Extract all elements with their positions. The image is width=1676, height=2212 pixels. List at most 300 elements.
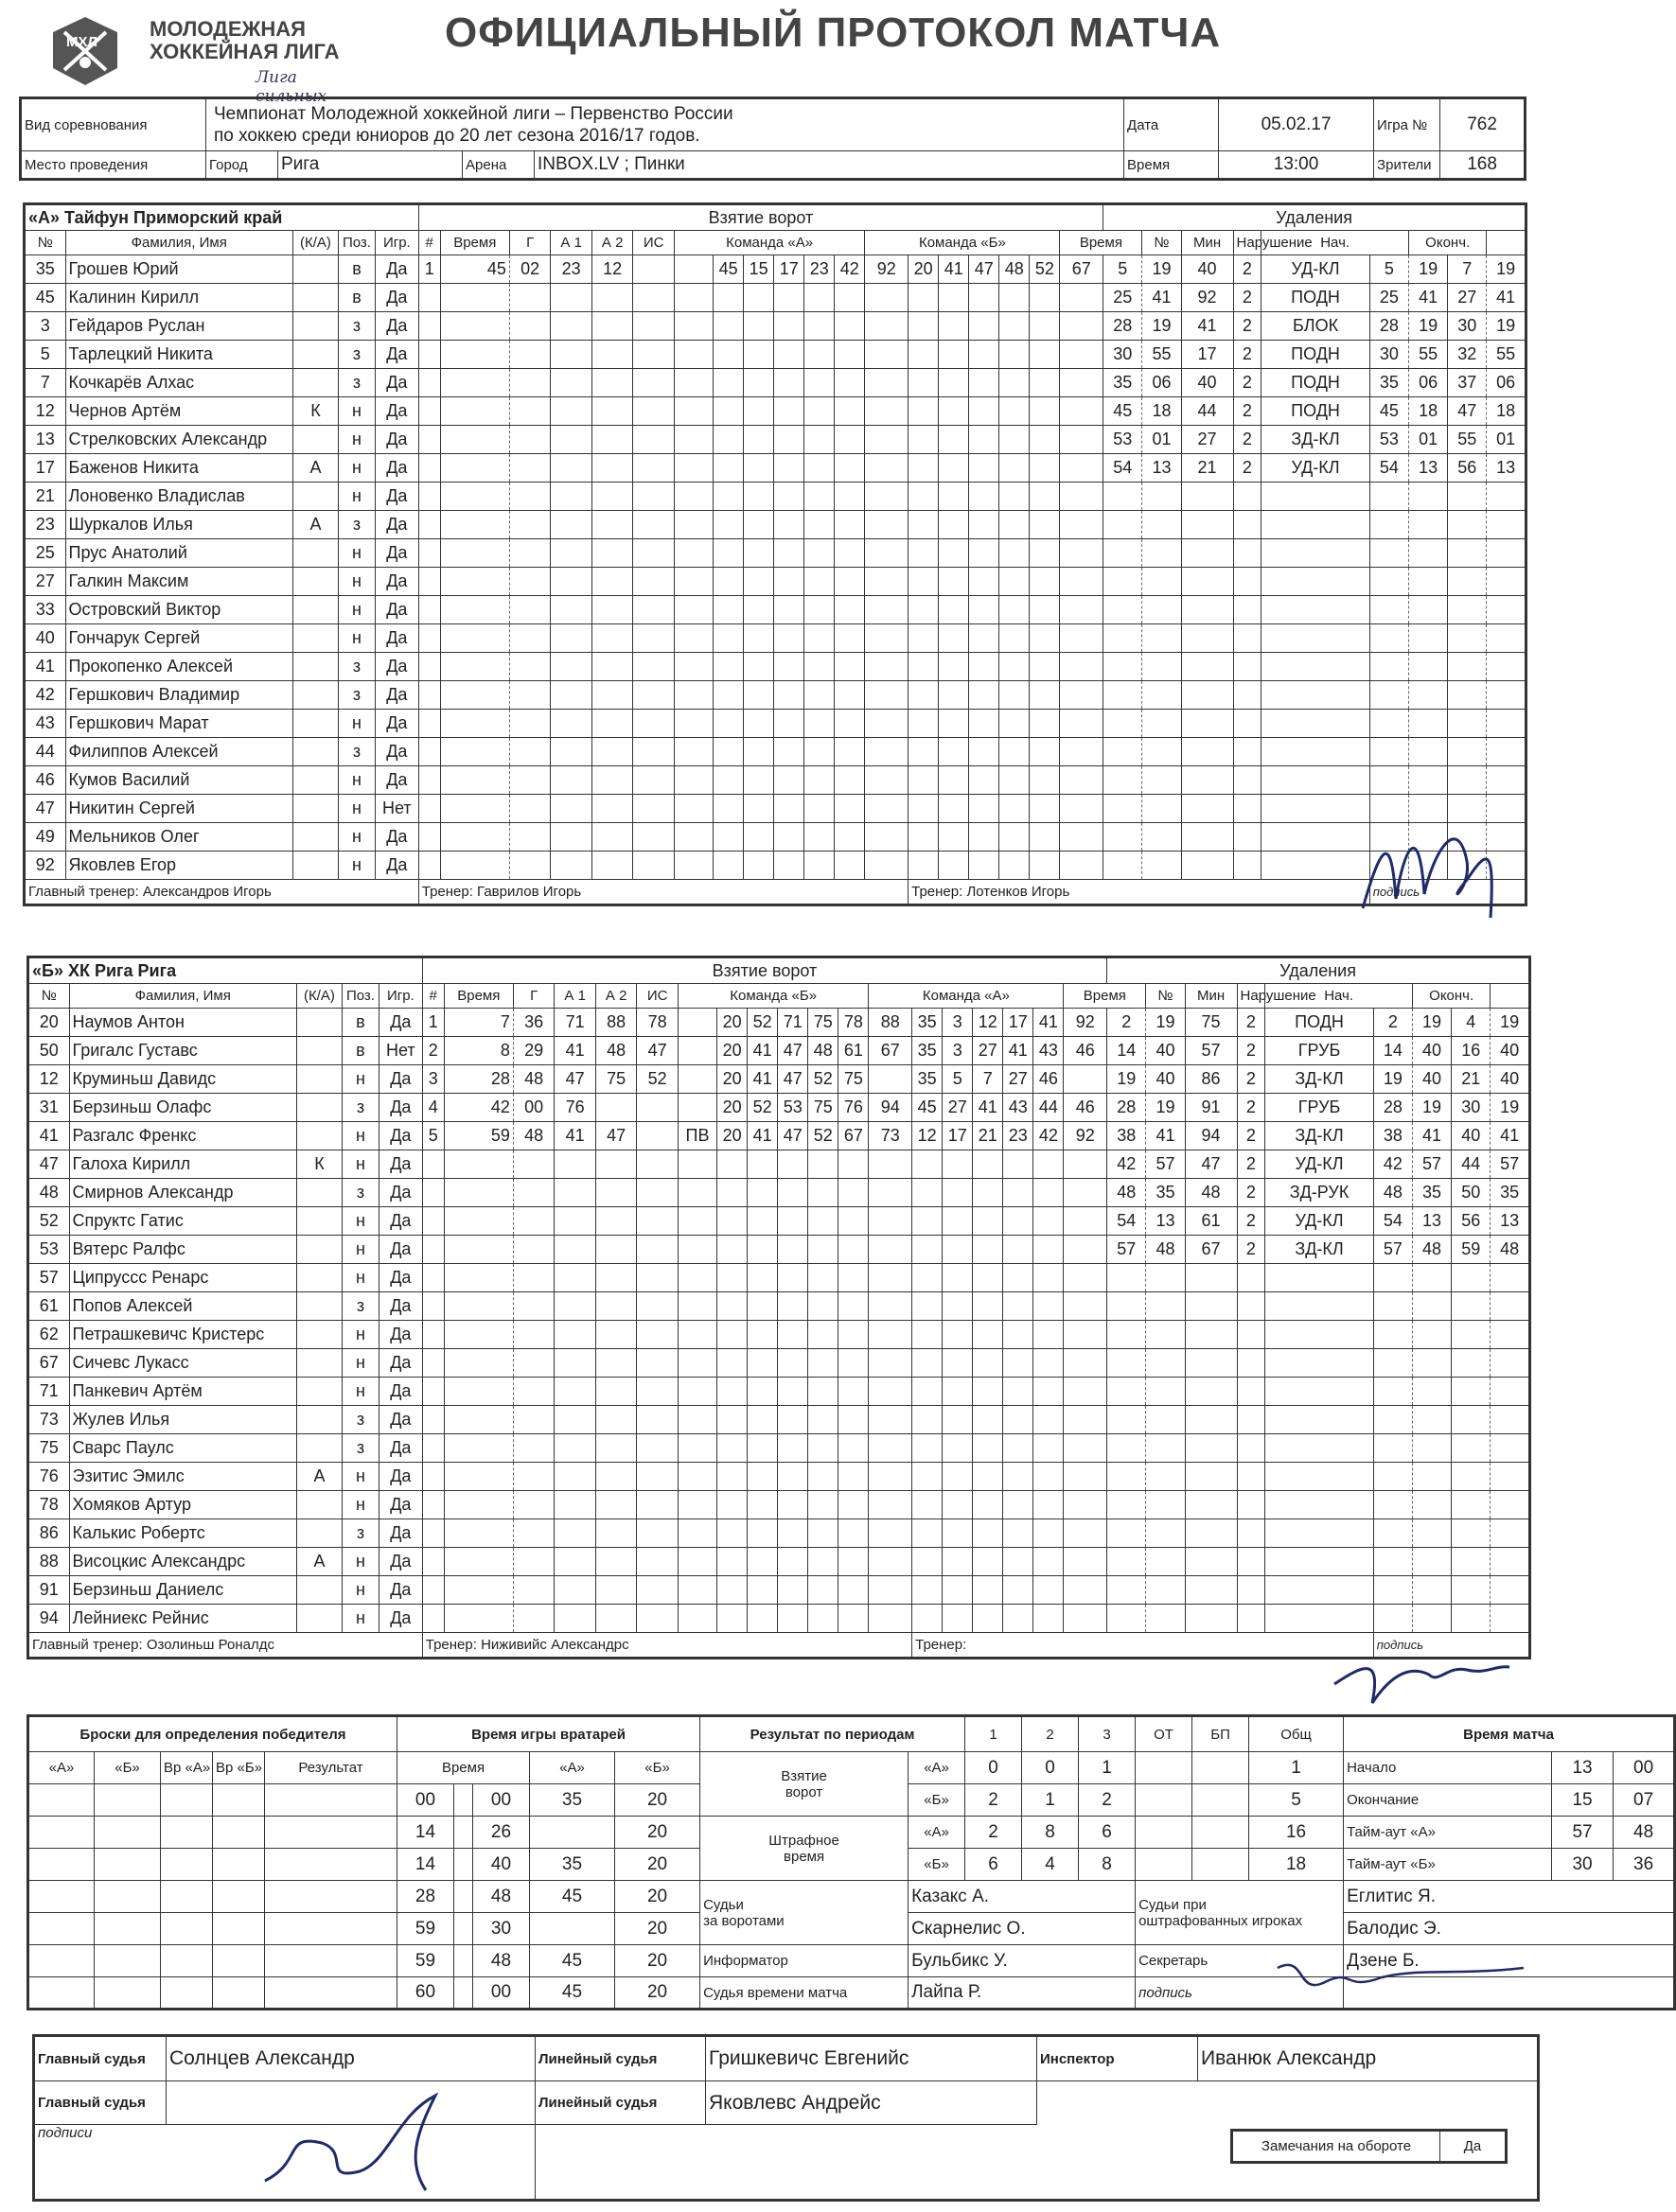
penalty-cell: 53 <box>1369 426 1408 454</box>
player-played: Да <box>379 1434 422 1463</box>
player-played: Да <box>375 851 418 880</box>
inspector-value: Иванюк Александр <box>1198 2036 1539 2081</box>
goal-cell: 42 <box>444 1094 513 1122</box>
goal-cell <box>1030 539 1060 568</box>
goal-cell <box>444 1378 513 1406</box>
goal-cell <box>678 1179 716 1207</box>
penalty-cell <box>1369 596 1408 624</box>
penalty-cell: 41 <box>1487 284 1526 312</box>
goal-cell <box>973 1150 1003 1179</box>
penalty-cell <box>1373 1378 1412 1406</box>
goal-cell <box>637 1605 679 1633</box>
penalty-cell <box>1369 738 1408 766</box>
goal-cell <box>838 1236 869 1264</box>
player-name: Вятерс Ралфс <box>69 1236 296 1264</box>
goal-cell <box>674 823 713 851</box>
goal-cell <box>555 1378 596 1406</box>
goal-cell <box>774 681 804 710</box>
goal-cell <box>804 766 835 795</box>
penalty-column-header: Нач. <box>1261 231 1409 255</box>
goal-cell: 41 <box>973 1094 1003 1122</box>
head-coach: Главный тренер: Александров Игорь <box>25 880 419 905</box>
goal-cell <box>678 1094 716 1122</box>
goal-cell <box>744 511 774 539</box>
player-role <box>292 624 338 653</box>
shootout-cell <box>213 1817 265 1849</box>
player-played: Да <box>375 369 418 397</box>
goals-label-line: Взятие <box>781 1767 827 1784</box>
goal-cell <box>748 1605 778 1633</box>
penalty-cell: 48 <box>1491 1236 1530 1264</box>
goal-cell <box>912 1264 943 1292</box>
player-number: 17 <box>25 454 66 483</box>
goal-cell <box>440 710 509 738</box>
player-name: Кочкарёв Алхас <box>65 369 292 397</box>
player-row <box>25 369 1526 397</box>
goal-cell: 41 <box>555 1037 596 1065</box>
goal-cell <box>674 511 713 539</box>
goal-cell: 73 <box>869 1122 912 1150</box>
goal-cell <box>999 341 1030 369</box>
penalty-cell <box>1491 1321 1530 1349</box>
goals-a-value <box>1192 1752 1249 1784</box>
penalty-cell <box>1185 1548 1237 1576</box>
goal-cell <box>678 1236 716 1264</box>
penalty-cell <box>1408 653 1447 681</box>
goalie-a-column: «А» <box>530 1752 615 1784</box>
player-played: Нет <box>375 795 418 823</box>
goal-cell <box>418 454 440 483</box>
penalty-cell: 54 <box>1373 1207 1412 1236</box>
goalie-b-number: 20 <box>615 1849 700 1881</box>
goal-cell <box>939 426 969 454</box>
player-name: Чернов Артём <box>65 397 292 426</box>
penalty-cell: 06 <box>1142 369 1181 397</box>
goal-cell <box>674 596 713 624</box>
goal-cell: 43 <box>1003 1094 1033 1122</box>
goal-cell <box>440 681 509 710</box>
goal-cell <box>1033 1463 1064 1491</box>
penalty-cell: 41 <box>1412 1122 1451 1150</box>
goal-cell: 46 <box>1064 1094 1107 1122</box>
penalty-cell: 13 <box>1491 1207 1530 1236</box>
column-header: Поз. <box>339 231 376 255</box>
pim-b-value <box>1136 1849 1192 1881</box>
penalty-cell: 19 <box>1408 312 1447 341</box>
player-position: в <box>339 255 376 284</box>
goal-cell <box>744 823 774 851</box>
penalty-cell: 53 <box>1103 426 1142 454</box>
goal-cell <box>1033 1292 1064 1321</box>
goal-cell <box>551 483 592 511</box>
goal-cell <box>1064 1065 1107 1094</box>
player-role <box>296 1264 342 1292</box>
player-name: Ципруссс Ренарс <box>69 1264 296 1292</box>
goal-cell <box>1030 823 1060 851</box>
goal-cell <box>1003 1576 1033 1605</box>
shootout-cell <box>265 1945 397 1977</box>
goal-cell <box>744 766 774 795</box>
goal-cell <box>551 539 592 568</box>
goal-cell <box>973 1236 1003 1264</box>
penalty-cell <box>1408 596 1447 624</box>
player-row <box>25 255 1526 284</box>
goal-cell <box>778 1548 808 1576</box>
player-name: Мельников Олег <box>65 823 292 851</box>
goal-cell <box>674 255 713 284</box>
penalty-judge-2: Балодис Э. <box>1344 1913 1675 1945</box>
goal-cell <box>744 624 774 653</box>
goal-cell <box>1003 1548 1033 1576</box>
goal-cell <box>943 1406 973 1434</box>
goal-cell <box>808 1406 838 1434</box>
goal-cell <box>513 1406 555 1434</box>
goal-cell <box>1064 1378 1107 1406</box>
goal-cell: 36 <box>513 1009 555 1037</box>
player-role <box>296 1179 342 1207</box>
player-position: з <box>339 738 376 766</box>
player-row <box>28 1463 1530 1491</box>
goal-cell <box>835 426 865 454</box>
goal-cell <box>804 653 835 681</box>
penalty-cell <box>1491 1605 1530 1633</box>
penalty-cell: 40 <box>1412 1037 1451 1065</box>
goal-judges-label-line: за воротами <box>703 1912 785 1929</box>
goal-cell <box>909 312 939 341</box>
player-role <box>292 653 338 681</box>
goal-cell <box>869 1576 912 1605</box>
goal-cell <box>551 653 592 681</box>
player-name: Спруктс Гатис <box>69 1207 296 1236</box>
column-header: А 1 <box>555 984 596 1009</box>
player-name: Берзиньш Олафс <box>69 1094 296 1122</box>
goal-cell <box>939 710 969 738</box>
goal-cell <box>418 851 440 880</box>
penalty-cell: 19 <box>1146 1094 1185 1122</box>
timeout-a-min: 57 <box>1552 1817 1614 1849</box>
goal-cell <box>595 1349 637 1378</box>
penalty-cell <box>1265 1292 1373 1321</box>
penalty-cell: ЗД-КЛ <box>1265 1236 1373 1264</box>
player-role <box>292 795 338 823</box>
goal-cell <box>1003 1179 1033 1207</box>
goal-cell: 15 <box>744 255 774 284</box>
shootout-cell <box>161 1945 213 1977</box>
goal-cell <box>591 397 633 426</box>
goal-cell <box>674 766 713 795</box>
goal-cell <box>509 397 551 426</box>
goal-cell <box>939 596 969 624</box>
goal-cell <box>909 369 939 397</box>
shootout-cell <box>265 1849 397 1881</box>
penalty-cell <box>1181 823 1233 851</box>
player-name: Грошев Юрий <box>65 255 292 284</box>
goal-cell <box>1060 369 1103 397</box>
goals-b-value <box>1136 1784 1192 1817</box>
goal-cell: 00 <box>513 1094 555 1122</box>
player-number: 46 <box>25 766 66 795</box>
goal-cell: 47 <box>969 255 999 284</box>
goal-cell <box>555 1292 596 1321</box>
penalty-cell <box>1233 511 1261 539</box>
player-position: н <box>339 596 376 624</box>
goal-cell: 3 <box>943 1009 973 1037</box>
goal-cell <box>865 710 909 738</box>
goal-cell <box>717 1463 748 1491</box>
penalty-cell <box>1181 539 1233 568</box>
goal-cell <box>513 1434 555 1463</box>
goal-cell: 52 <box>637 1065 679 1094</box>
goal-cell <box>869 1236 912 1264</box>
goal-cell <box>969 397 999 426</box>
goal-cell <box>909 624 939 653</box>
penalty-judges-label-line: Судьи при <box>1138 1896 1207 1913</box>
penalty-cell <box>1103 766 1142 795</box>
goal-cell <box>869 1434 912 1463</box>
goal-cell <box>912 1207 943 1236</box>
goal-cell: 02 <box>509 255 551 284</box>
goal-cell <box>418 369 440 397</box>
player-number: 48 <box>28 1179 70 1207</box>
goal-cell <box>509 454 551 483</box>
goal-cell <box>637 1519 679 1548</box>
goal-cell <box>939 511 969 539</box>
goal-cell <box>774 568 804 596</box>
goal-cell: 76 <box>838 1094 869 1122</box>
goal-cell <box>1033 1434 1064 1463</box>
goal-cell <box>509 568 551 596</box>
goal-cell <box>678 1576 716 1605</box>
goal-cell <box>551 624 592 653</box>
goal-cell <box>637 1406 679 1434</box>
goal-cell <box>714 795 744 823</box>
goal-cell <box>1060 596 1103 624</box>
penalty-cell: 2 <box>1233 284 1261 312</box>
shootout-cell <box>28 1849 95 1881</box>
goal-cell <box>744 710 774 738</box>
goal-cell <box>551 511 592 539</box>
penalty-cell <box>1261 681 1369 710</box>
goal-cell: 47 <box>595 1122 637 1150</box>
goal-cell <box>865 369 909 397</box>
goals-b-value <box>1192 1784 1249 1817</box>
goalie-time-sec: 40 <box>473 1849 530 1881</box>
penalty-cell <box>1107 1264 1146 1292</box>
penalty-cell: 38 <box>1373 1122 1412 1150</box>
player-row <box>25 624 1526 653</box>
penalty-cell <box>1142 653 1181 681</box>
goal-cell <box>774 738 804 766</box>
penalty-cell: ПОДН <box>1261 369 1369 397</box>
penalty-cell: 19 <box>1107 1065 1146 1094</box>
player-row <box>25 851 1526 880</box>
logo-line1: МОЛОДЕЖНАЯ <box>150 17 306 41</box>
player-role <box>292 284 338 312</box>
goal-cell <box>509 653 551 681</box>
player-number: 92 <box>25 851 66 880</box>
goal-cell <box>804 369 835 397</box>
goal-cell <box>865 483 909 511</box>
goal-cell <box>555 1463 596 1491</box>
goal-cell <box>835 397 865 426</box>
penalty-cell <box>1146 1463 1185 1491</box>
goal-cell <box>637 1264 679 1292</box>
column-header: Г <box>509 231 551 255</box>
player-number: 71 <box>28 1378 70 1406</box>
goal-cell <box>1064 1519 1107 1548</box>
goal-cell <box>835 681 865 710</box>
goal-cell <box>778 1605 808 1633</box>
goal-cell <box>999 426 1030 454</box>
goal-cell <box>637 1491 679 1519</box>
goal-cell: 41 <box>555 1122 596 1150</box>
goal-cell <box>939 341 969 369</box>
goal-cell: 23 <box>1003 1122 1033 1150</box>
goal-cell <box>422 1519 444 1548</box>
penalty-cell <box>1142 511 1181 539</box>
goal-cell <box>939 738 969 766</box>
goal-cell <box>808 1491 838 1519</box>
match-time-title: Время матча <box>1344 1716 1675 1752</box>
penalty-cell <box>1185 1264 1237 1292</box>
penalty-cell <box>1103 653 1142 681</box>
goal-cell <box>714 284 744 312</box>
player-played: Да <box>379 1548 422 1576</box>
penalty-cell <box>1146 1576 1185 1605</box>
goal-cell <box>551 738 592 766</box>
goal-cell <box>714 624 744 653</box>
column-header: № <box>25 231 66 255</box>
goal-cell <box>804 284 835 312</box>
player-role <box>292 568 338 596</box>
penalty-cell <box>1142 681 1181 710</box>
goal-cell <box>1033 1519 1064 1548</box>
goal-cell <box>418 653 440 681</box>
penalties-header: Удаления <box>1107 957 1530 984</box>
player-row <box>25 738 1526 766</box>
penalty-cell <box>1185 1378 1237 1406</box>
goals-label <box>700 1752 909 1817</box>
player-row <box>25 795 1526 823</box>
penalty-cell: 40 <box>1146 1065 1185 1094</box>
player-position: н <box>343 1122 379 1150</box>
goalie-b-column: «Б» <box>615 1752 700 1784</box>
goal-cell <box>444 1519 513 1548</box>
player-role <box>296 1519 342 1548</box>
penalty-cell <box>1261 568 1369 596</box>
goal-cell <box>418 823 440 851</box>
penalty-cell <box>1185 1406 1237 1434</box>
penalty-cell: 13 <box>1408 454 1447 483</box>
goal-cell <box>714 823 744 851</box>
goal-cell <box>513 1519 555 1548</box>
player-name: Хомяков Артур <box>69 1491 296 1519</box>
penalty-cell: 19 <box>1142 312 1181 341</box>
player-row <box>25 710 1526 738</box>
goal-cell <box>440 397 509 426</box>
goal-cell <box>969 284 999 312</box>
player-row <box>28 1264 1530 1292</box>
goal-cell <box>808 1519 838 1548</box>
goal-cell <box>551 369 592 397</box>
shootout-cell <box>28 1977 95 2010</box>
goal-cell <box>912 1463 943 1491</box>
goal-cell <box>969 312 999 341</box>
goal-cell <box>778 1576 808 1605</box>
goal-cell <box>865 568 909 596</box>
goal-cell <box>1030 653 1060 681</box>
penalty-cell: 48 <box>1373 1179 1412 1207</box>
goal-cell: 48 <box>595 1037 637 1065</box>
player-role <box>296 1605 342 1633</box>
goal-cell <box>422 1349 444 1378</box>
penalty-judges-label-line: оштрафованных игроках <box>1138 1912 1303 1929</box>
penalty-cell <box>1261 596 1369 624</box>
penalty-cell <box>1233 851 1261 880</box>
goal-cell <box>717 1491 748 1519</box>
player-played: Да <box>379 1349 422 1378</box>
column-header: (К/А) <box>292 231 338 255</box>
player-position: з <box>343 1406 379 1434</box>
player-row <box>28 1009 1530 1037</box>
player-played: Да <box>379 1406 422 1434</box>
goal-cell <box>1030 312 1060 341</box>
goal-cell: 78 <box>838 1009 869 1037</box>
goal-cell <box>869 1548 912 1576</box>
goal-cell <box>1033 1207 1064 1236</box>
informer-value: Бульбикс У. <box>909 1945 1136 1977</box>
goal-cell <box>418 710 440 738</box>
player-number: 75 <box>28 1434 70 1463</box>
goal-cell <box>633 624 675 653</box>
referee-signature <box>246 2077 492 2204</box>
goal-cell <box>509 312 551 341</box>
goal-cell <box>748 1519 778 1548</box>
goal-cell <box>714 568 744 596</box>
player-role <box>292 681 338 710</box>
goal-cell <box>838 1491 869 1519</box>
player-role: К <box>296 1150 342 1179</box>
player-position: н <box>343 1378 379 1406</box>
penalty-cell: 40 <box>1146 1037 1185 1065</box>
goal-cell <box>865 851 909 880</box>
player-role <box>292 369 338 397</box>
goal-cell <box>838 1378 869 1406</box>
timeout-b-label: Тайм-аут «Б» <box>1344 1849 1552 1881</box>
penalty-cell <box>1369 624 1408 653</box>
goal-cell <box>1003 1463 1033 1491</box>
goal-cell <box>591 426 633 454</box>
goal-cell <box>865 653 909 681</box>
penalty-cell <box>1107 1406 1146 1434</box>
goal-cell <box>440 766 509 795</box>
penalty-cell <box>1142 766 1181 795</box>
goal-cell <box>674 653 713 681</box>
player-name: Висоцкис Александрс <box>69 1548 296 1576</box>
goalie-b-number: 20 <box>615 1945 700 1977</box>
penalty-cell <box>1491 1264 1530 1292</box>
penalty-cell: 06 <box>1408 369 1447 397</box>
goal-cell <box>717 1236 748 1264</box>
goal-cell <box>633 255 675 284</box>
goal-cell: 45 <box>440 255 509 284</box>
goal-cell <box>865 284 909 312</box>
player-name: Эзитис Эмилс <box>69 1463 296 1491</box>
goal-cell <box>778 1179 808 1207</box>
player-position: н <box>339 766 376 795</box>
player-name: Наумов Антон <box>69 1009 296 1037</box>
goal-cell <box>633 284 675 312</box>
